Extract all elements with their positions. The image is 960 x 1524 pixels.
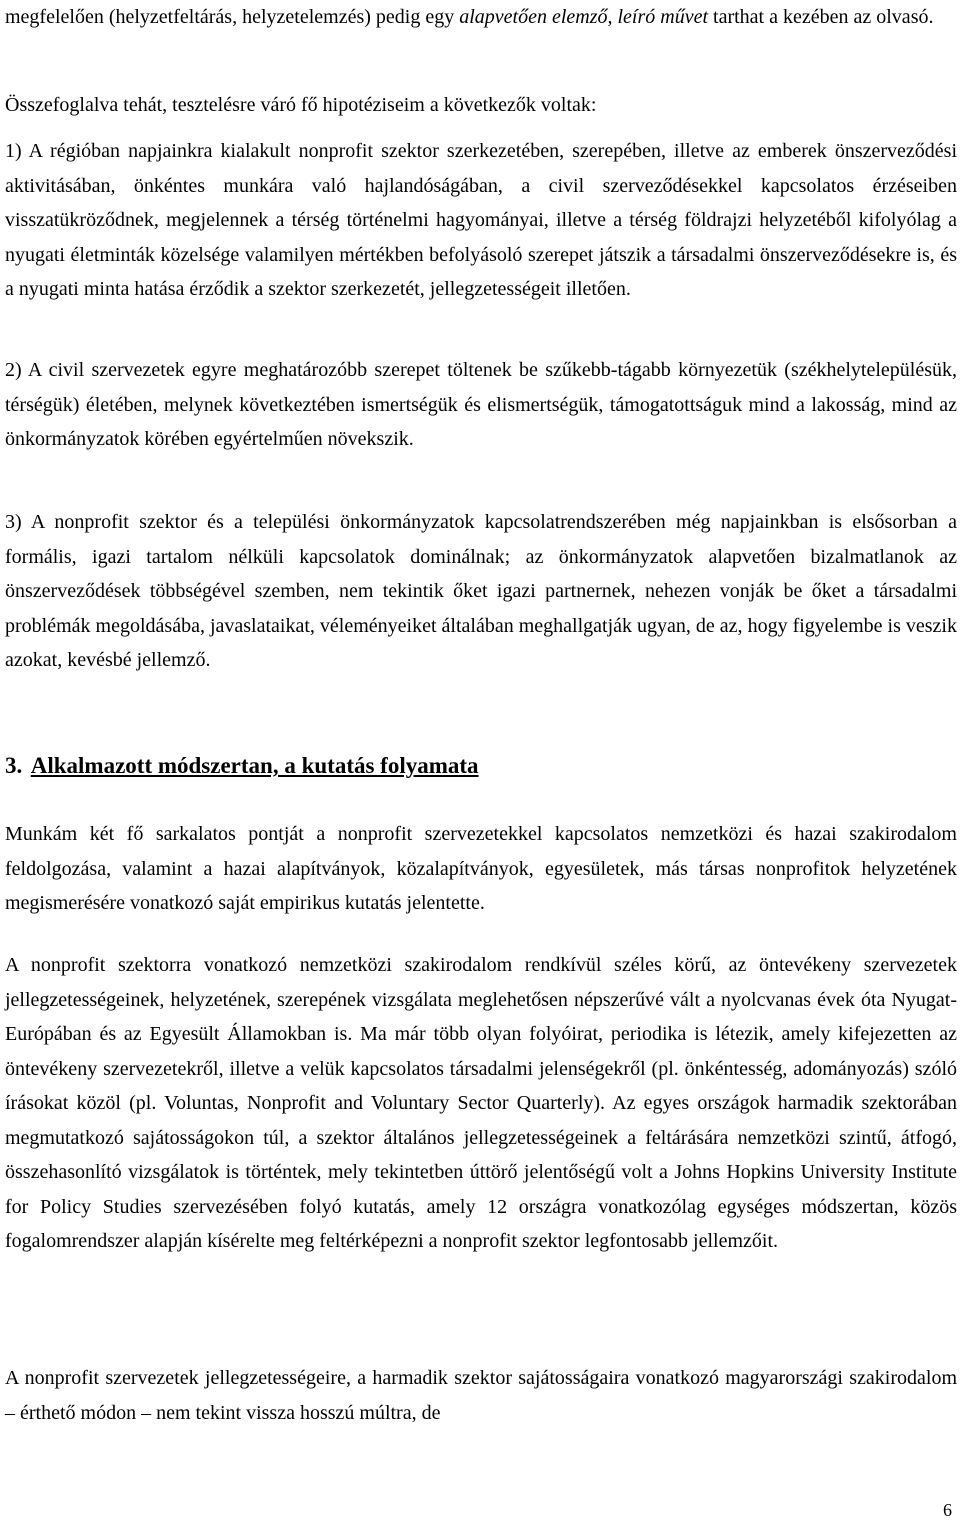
hypothesis-3: 3) A nonprofit szektor és a települési önkormányzatok kapcsolatrendszerében még napjainkban is elsősorban a formális, igazi tartalom nélküli kapcsolatok dominálnak; az önkormányzatok alapvetően bizalmatlanok az önszerveződések többségével szemben, nem tekintik őket igazi partnernek, nehezen vonják be őket a társadalmi problémák megoldásába, javaslataikat, véleményeiket általában meghallgatják ugyan, de az, hogy figyelembe is veszik azokat, kevésbé jellemző. (5, 511, 957, 671)
paragraph-hungarian-literature: A nonprofit szervezetek jellegzetességeire, a harmadik szektor sajátosságaira vonatkozó magyarországi szakirodalom – érthető módon – nem tekint vissza hosszú múltra, de (5, 1367, 957, 1424)
paragraph-methodology: Munkám két fő sarkalatos pontját a nonprofit szervezetekkel kapcsolatos nemzetközi és hazai szakirodalom feldolgozása, valamint a hazai alapítványok, közalapítványok, egyesületek, más társas nonprofitok helyzetének megismerésére vonatkozó saját empirikus kutatás jelentette. (5, 823, 957, 914)
intro-text-before: megfelelően (helyzetfeltárás, helyzetelemzés) pedig egy (5, 6, 460, 28)
section-title: Alkalmazott módszertan, a kutatás folyamata (30, 753, 479, 778)
section-number: 3. (5, 753, 23, 778)
page-number: 6 (943, 1500, 952, 1520)
intro-text-italic: alapvetően elemző, leíró művet (459, 6, 709, 28)
intro-paragraph (5, 0, 957, 35)
hypothesis-1: 1) A régióban napjainkra kialakult nonprofit szektor szerkezetében, szerepében, illetve az emberek önszerveződési aktivitásában, önkéntes munkára való hajlandóságában, a civil szerveződésekkel kapcsolatos érzéseiben visszatükröződnek, megjelennek a térség történelmi hagyományai, illetve a térség földrajzi helyzetéből kifolyólag a nyugati életminták közelsége valamilyen mértékben befolyásoló szerepet játszik a társadalmi önszerveződésekre is, és a nyugati minta hatása érződik a szektor szerkezetét, jellegzetességeit illetően. (5, 140, 957, 300)
paragraph-international-literature: A nonprofit szektorra vonatkozó nemzetközi szakirodalom rendkívül széles körű, az öntevékeny szervezetek jellegzetességeinek, helyzetének, szerepének vizsgálata meglehetősen népszerűvé vált a nyolcvanas évek óta Nyugat-Európában és az Egyesült Államokban is. Ma már több olyan folyóirat, periodika is létezik, amely kifejezetten az öntevékeny szervezetekről, illetve a velük kapcsolatos társadalmi jelenségekről (pl. önkéntesség, adományozás) szóló írásokat közöl (pl. Voluntas, Nonprofit and Voluntary Sector Quarterly). Az egyes országok harmadik szektorában megmutatkozó sajátosságokon túl, a szektor általános jellegzetességeinek a feltárására nemzetközi szintű, átfogó, összehasonlító vizsgálatok is történtek, mely tekintetben úttörő jelentőségű volt a Johns Hopkins University Institute for Policy Studies szervezésében folyó kutatás, amely 12 országra vonatkozólag egységes módszertan, közös fogalomrendszer alapján kísérelte meg feltérképezni a nonprofit szektor legfontosabb jellemzőit. (5, 954, 957, 1252)
summary-intro: Összefoglalva tehát, tesztelésre váró fő hipotéziseim a következők voltak: (5, 94, 597, 116)
section-heading (5, 746, 479, 786)
hypothesis-2: 2) A civil szervezetek egyre meghatározóbb szerepet töltenek be szűkebb-tágabb környezetük (székhelytelepülésük, térségük) életében, melynek következtében ismertségük és elismertségük, támogatottságuk mind a lakosság, mind az önkormányzatok körében egyértelműen növekszik. (5, 359, 957, 450)
intro-text-after: tarthat a kezében az olvasó. (708, 6, 934, 28)
